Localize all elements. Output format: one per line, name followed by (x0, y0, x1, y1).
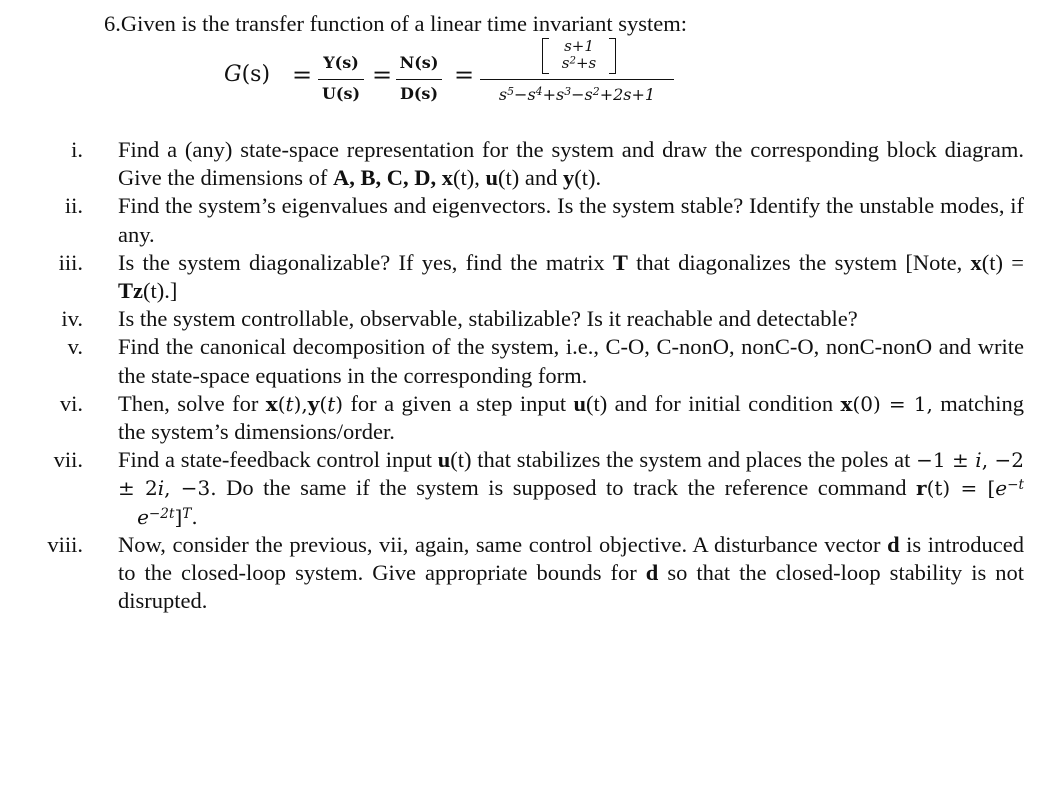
item-number: i. (71, 137, 83, 162)
equation-lhs: G(s) (224, 62, 271, 87)
vector-row: s+1 (564, 37, 594, 55)
fraction-denominator: D(s) (399, 84, 439, 103)
denominator-polynomial: $s^5-s^4+s^3-s^2+2s+1$ (498, 85, 656, 104)
item-text: Find the system’s eigenvalues and eigenvectors. Is the system stable? Identify the unstable modes, if any. (118, 193, 1024, 247)
list-item (0, 136, 1051, 192)
fraction-bar (396, 79, 442, 80)
list-item (0, 192, 1051, 248)
item-text: Now, consider the previous, vii, again, same control objective. A disturbance vector d is introduced to the closed-loop system. Give appropriate bounds for d so that the closed-loop stability is not disrupted. (118, 531, 1025, 614)
vector-row: $s^2+s$ (561, 54, 597, 72)
fraction-bar (318, 79, 364, 80)
vector-numerator (538, 36, 620, 76)
item-number: iv. (61, 306, 83, 332)
list-item (0, 305, 1051, 333)
equals-sign: = (292, 61, 313, 89)
item-text: Is the system controllable, observable, stabilizable? Is it reachable and detectable? (118, 306, 858, 332)
item-text: Find the canonical decomposition of the system, i.e., C-O, C-nonO, nonC-O, nonC-nonO and write the state-space equations in the corresponding form. (118, 334, 1024, 388)
list-item (0, 390, 1051, 446)
item-text: Is the system diagonalizable? If yes, find the matrix T that diagonalizes the system [Note, x(t) = Tz(t).] (118, 249, 1024, 304)
list-item (0, 249, 1051, 305)
equals-sign: = (372, 61, 393, 89)
fraction-numerator: Y(s) (323, 53, 359, 72)
list-item (0, 531, 1051, 616)
question-title: 6.Given is the transfer function of a linear time invariant system: (104, 11, 687, 36)
equals-sign: = (454, 61, 475, 89)
item-text: Then, solve for x(t),y(t) for a given a step input u(t) and for initial condition x(0) = 1, matching the system’s dimensions/order. (118, 390, 1024, 445)
item-number: viii. (47, 531, 83, 557)
list-item (0, 333, 1051, 389)
item-number: ii. (64, 193, 83, 219)
transfer-function-equation (222, 36, 692, 112)
question-list (0, 136, 1051, 615)
item-number: iii. (58, 249, 83, 275)
fraction-numerator: N(s) (399, 53, 439, 72)
fraction-denominator: U(s) (321, 84, 361, 103)
item-number: vi. (59, 390, 83, 416)
fraction-bar (480, 79, 674, 80)
item-text: Find a state-feedback control input u(t) that stabilizes the system and places the poles at −1 ± i, −2 ± 2i, −3. Do the same if the system is supposed to track the reference command $r(t) = [e^{-t}$ $e^{-2t}]^T$. (118, 447, 1024, 529)
item-number: vii. (53, 447, 83, 473)
item-text: Find a (any) state-space representation for the system and draw the corresponding block diagram. Give the dimensions of A, B, C, D, x(t), u(t) and y(t). (118, 137, 1024, 191)
item-number: v. (67, 334, 83, 360)
list-item (0, 446, 1051, 531)
